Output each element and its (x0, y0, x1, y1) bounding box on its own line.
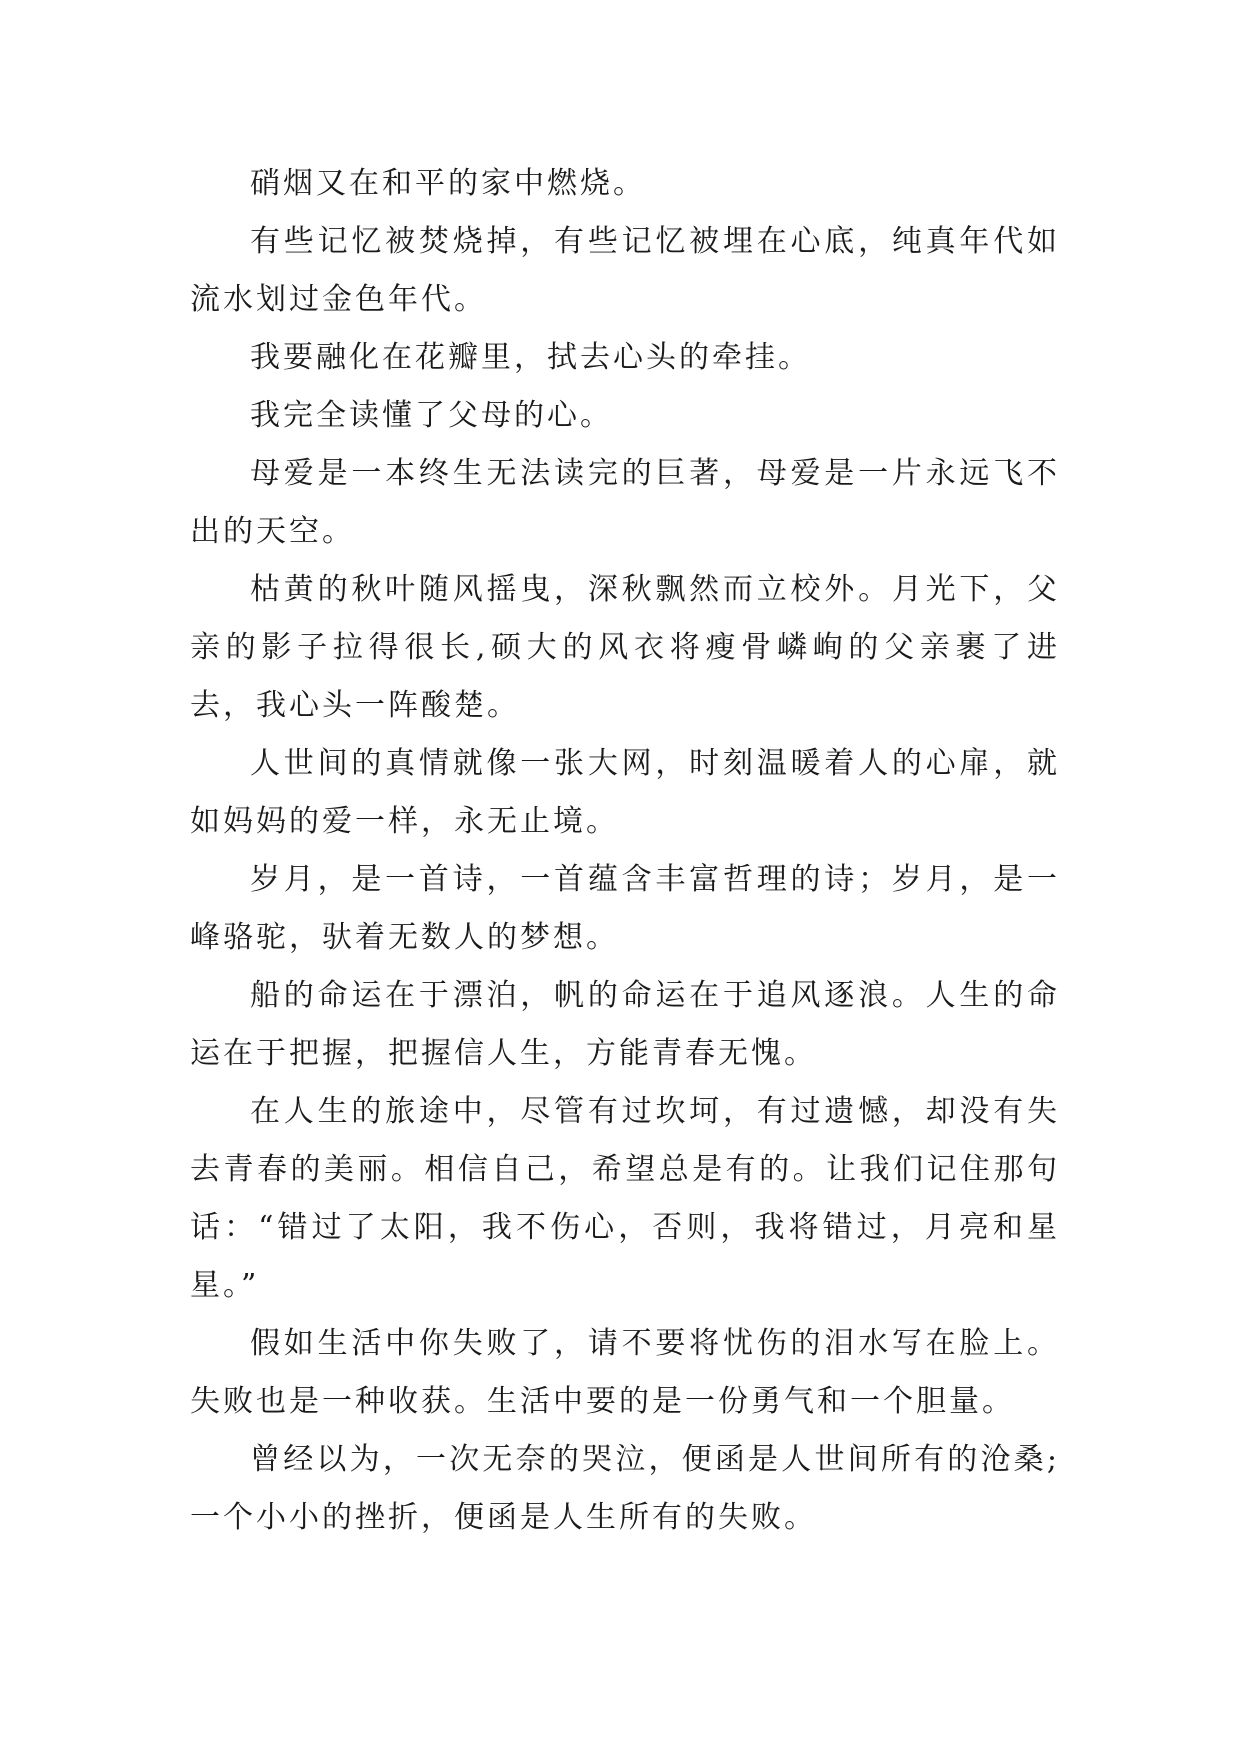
paragraph-2: 有些记忆被焚烧掉，有些记忆被埋在心底，纯真年代如流水划过金色年代。 (190, 224, 1060, 317)
paragraph-8: 岁月，是一首诗，一首蕴含丰富哲理的诗；岁月，是一峰骆驼，驮着无数人的梦想。 (190, 862, 1060, 955)
paragraph-12: 曾经以为，一次无奈的哭泣，便函是人世间所有的沧桑;一个小小的挫折，便函是人生所有的失败。 (190, 1442, 1060, 1535)
paragraph-4: 我完全读懂了父母的心。 (250, 398, 613, 433)
paragraph-1: 硝烟又在和平的家中燃烧。 (250, 166, 646, 201)
body-text (190, 155, 1060, 1547)
paragraph-11: 假如生活中你失败了，请不要将忧伤的泪水写在脸上。失败也是一种收获。生活中要的是一份勇气和一个胆量。 (190, 1326, 1060, 1419)
paragraph-3: 我要融化在花瓣里，拭去心头的牵挂。 (250, 340, 811, 375)
paragraph-10: 在人生的旅途中，尽管有过坎坷，有过遗憾，却没有失去青春的美丽。相信自己，希望总是有的。让我们记住那句话：“错过了太阳，我不伤心，否则，我将错过，月亮和星星。” (190, 1094, 1060, 1303)
paragraph-6: 枯黄的秋叶随风摇曳，深秋飘然而立校外。月光下，父亲的影子拉得很长,硕大的风衣将瘦骨嶙峋的父亲裹了进去，我心头一阵酸楚。 (190, 572, 1060, 723)
paragraph-5: 母爱是一本终生无法读完的巨著，母爱是一片永远飞不出的天空。 (190, 456, 1060, 549)
paragraph-9: 船的命运在于漂泊，帆的命运在于追风逐浪。人生的命运在于把握，把握信人生，方能青春无愧。 (190, 978, 1060, 1071)
paragraph-7: 人世间的真情就像一张大网，时刻温暖着人的心扉，就如妈妈的爱一样，永无止境。 (190, 746, 1060, 839)
